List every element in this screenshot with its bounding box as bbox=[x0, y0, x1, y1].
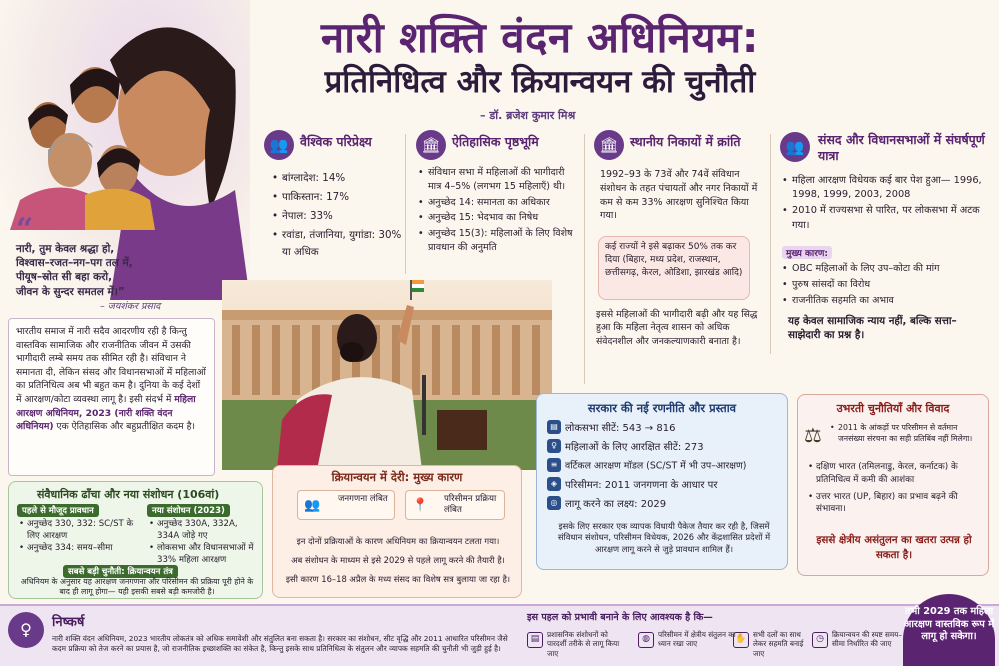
intro-text: भारतीय समाज में नारी सदैव आदरणीय रही है किन्तु वास्तविक सामाजिक और राजनीतिक जीवन में उसकी भागीदारी लम्बे समय तक सीमित रही है। संविधान ने समानता दी, लेकिन संसद और विधानसभाओं में महिलाओं का प्रतिनिधित्व अब भी बहुत कम है। दुनिया के कई देशों में आरक्षण/कोटा व्यवस्था लागू है। इसी संदर्भ में bbox=[16, 326, 206, 406]
govt-row-text: लोकसभा सीटें: 543 → 816 bbox=[565, 423, 676, 434]
local-bodies-section bbox=[592, 128, 764, 388]
reason-item: • पुरुष सांसदों का विरोध bbox=[782, 278, 987, 292]
divider bbox=[405, 134, 406, 274]
local-highlight-box: कई राज्यों ने इसे बढ़ाकर 50% तक कर दिया (बिहार, मध्य प्रदेश, राजस्थान, छत्तीसगढ़, केरल, ओडिशा, झारखंड आदि) bbox=[598, 236, 750, 300]
history-item: • संविधान सभा में महिलाओं की भागीदारी मात्र 4–5% (लगभग 15 महिलाएँ) थी। bbox=[418, 166, 578, 194]
need-text: सभी दलों का साथ लेकर सहमति बनाई जाए bbox=[753, 630, 804, 658]
reason-item: • राजनीतिक सहमति का अभाव bbox=[782, 294, 987, 308]
seats-icon: ▤ bbox=[547, 420, 561, 434]
global-title: वैश्विक परिप्रेक्ष्य bbox=[300, 134, 372, 149]
clock-icon: ◷ bbox=[812, 632, 828, 648]
scales-icon: ⚖ bbox=[804, 423, 822, 447]
quote-line: नारी, तुम केवल श्रद्धा हो, bbox=[16, 243, 115, 255]
people-group-icon: 👥 bbox=[780, 132, 810, 162]
parliament-item: • महिला आरक्षण विधेयक कई बार पेश हुआ— 1996, 1998, 1999, 2003, 2008 bbox=[782, 174, 987, 202]
existing-label: पहले से मौजूद प्रावधान bbox=[17, 504, 99, 517]
globe-icon: ◍ bbox=[638, 632, 654, 648]
need-text: परिसीमन में क्षेत्रीय संतुलन का ध्यान रखा जाए bbox=[658, 630, 736, 649]
delay-text: इन दोनों प्रक्रियाओं के कारण अधिनियम का क्रियान्वयन टलता गया। bbox=[296, 536, 500, 546]
people-icon: 👥 bbox=[304, 498, 321, 513]
divider bbox=[770, 134, 771, 354]
parliament-conclusion: यह केवल सामाजिक न्याय नहीं, बल्कि सत्ता–साझेदारी का प्रश्न है। bbox=[788, 315, 957, 342]
document-icon: ▤ bbox=[527, 632, 543, 648]
global-item: • नेपाल: 33% bbox=[272, 208, 412, 225]
new-item: • लोकसभा और विधानसभाओं में 33% महिला आरक्षण bbox=[149, 542, 261, 566]
local-after-text: इससे महिलाओं की भागीदारी बढ़ी और यह सिद्ध हुआ कि महिला नेतृत्व शासन को अधिक संवेदनशील और जनकल्याणकारी बनाता है। bbox=[596, 309, 758, 347]
history-title: ऐतिहासिक पृष्ठभूमि bbox=[452, 134, 539, 149]
challenges-title: उभरती चुनौतियाँ और विवाद bbox=[836, 402, 950, 415]
divider bbox=[584, 134, 585, 384]
quote-line: विश्वास–रजत–नग–पग तल में, bbox=[16, 257, 133, 270]
existing-item: • अनुच्छेद 330, 332: SC/ST के लिए आरक्षण bbox=[19, 518, 139, 542]
quote-block bbox=[16, 212, 246, 299]
conclusion-bar bbox=[0, 604, 999, 666]
intro-tail: एक ऐतिहासिक और बहुप्रतीक्षित कदम है। bbox=[56, 421, 195, 433]
govt-row bbox=[547, 477, 717, 491]
people-icon: 👥 bbox=[264, 130, 294, 160]
history-section bbox=[414, 128, 579, 288]
delimitation-label: परिसीमन प्रक्रिया लंबित bbox=[444, 494, 497, 516]
conclusion-title: निष्कर्ष bbox=[52, 615, 85, 630]
target-icon: ◎ bbox=[547, 496, 561, 510]
delay-text: इसी कारण 16–18 अप्रैल के मध्य संसद का विशेष सत्र बुलाया जा रहा है। bbox=[285, 574, 511, 584]
quote-line: पीयूष–स्रोत सी बहा करो, bbox=[16, 271, 113, 284]
challenges-warning: इससे क्षेत्रीय असंतुलन का खतरा उत्पन्न हो सकता है। bbox=[816, 534, 972, 561]
building-icon: 🏛 bbox=[416, 130, 446, 160]
challenge-item: • 2011 के आंकड़ों पर परिसीमन से वर्तमान जनसंख्या संरचना का सही प्रतिबिंब नहीं मिलेगा। bbox=[830, 423, 985, 445]
delay-section bbox=[272, 465, 522, 598]
need-text: प्रशासनिक संशोधनों को पारदर्शी तरीके से लागू किया जाए bbox=[547, 630, 620, 658]
history-item: • अनुच्छेद 14: समानता का अधिकार bbox=[418, 196, 578, 210]
conclusion-text: नारी शक्ति वंदन अधिनियम, 2023 भारतीय लोकतंत्र को अधिक समावेशी और संतुलित बना सकता है। सरकार का संशोधन, सीट वृद्धि और 2011 आधारित परिसीमन जैसे कदम प्रक्रिया को तेज करने का प्रयास है, जो राजनीतिक इच्छाशक्ति का संकेत है, किन्तु इसके साथ प्रतिनिधित्व के संतुलन और व्यापक सहमति की चुनौती भी जुड़ी हुई है। bbox=[52, 634, 508, 654]
govt-row bbox=[547, 420, 675, 434]
final-badge: तभी 2029 तक महिला आरक्षण वास्तविक रूप में लागू हो सकेगा। bbox=[903, 594, 995, 666]
page-title: नारी शक्ति वंदन अधिनियम: bbox=[320, 13, 760, 62]
challenge-text: अधिनियम के अनुसार यह आरक्षण जनगणना और परिसीमन की प्रक्रिया पूरी होने के बाद ही लागू होगा— यही इसकी सबसे बड़ी कमजोरी है। bbox=[20, 577, 254, 597]
need-text: क्रियान्वयन की स्पष्ट समय–सीमा निर्धारित की जाए bbox=[832, 630, 902, 649]
global-item: • रवांडा, तंजानिया, युगांडा: 30% या अधिक bbox=[272, 227, 412, 261]
govt-row-text: लागू करने का लक्ष्य: 2029 bbox=[565, 499, 667, 510]
quote-author: – जयशंकर प्रसाद bbox=[100, 301, 161, 312]
global-perspective-section bbox=[262, 128, 412, 288]
author-byline: – डॉ. ब्रजेश कुमार मिश्र bbox=[480, 109, 576, 122]
history-item: • अनुच्छेद 15: भेदभाव का निषेध bbox=[418, 211, 578, 225]
intro-text-box bbox=[8, 318, 215, 476]
map-pin-icon: 📍 bbox=[412, 498, 429, 513]
challenge-item: • दक्षिण भारत (तमिलनाडु, केरल, कर्नाटक) के प्रतिनिधित्व में कमी की आशंका bbox=[808, 461, 984, 487]
census-label: जनगणना लंबित bbox=[338, 494, 388, 504]
govt-row-text: परिसीमन: 2011 जनगणना के आधार पर bbox=[565, 480, 718, 491]
delay-title: क्रियान्वयन में देरी: मुख्य कारण bbox=[331, 470, 463, 484]
existing-item: • अनुच्छेद 334: समय–सीमा bbox=[19, 542, 139, 554]
woman-icon: ♀ bbox=[8, 612, 44, 648]
challenge-label: सबसे बड़ी चुनौती: क्रियान्वयन तंत्र bbox=[63, 565, 178, 578]
local-title: स्थानीय निकायों में क्रांति bbox=[630, 134, 741, 149]
reason-item: • OBC महिलाओं के लिए उप–कोटा की मांग bbox=[782, 262, 987, 276]
parliament-journey-section bbox=[778, 128, 993, 368]
govt-note: इसके लिए सरकार एक व्यापक विधायी पैकेज तैयार कर रही है, जिसमें संविधान संशोधन, परिसीमन विधेयक, 2026 और केंद्रशासित प्रदेशों में आरक्षण लागू करने से जुड़े प्रावधान शामिल हैं। bbox=[557, 521, 771, 554]
govt-row-text: वर्टिकल आरक्षण मॉडल (SC/ST में भी उप–आरक्षण) bbox=[565, 460, 747, 472]
quote-line: जीवन के सुन्दर समतल में।” bbox=[16, 285, 125, 298]
reasons-label: मुख्य कारण: bbox=[782, 246, 832, 259]
history-item: • अनुच्छेद 15(3): महिलाओं के लिए विशेष प्रावधान की अनुमति bbox=[418, 227, 578, 255]
challenges-section bbox=[797, 394, 989, 576]
map-icon: ◈ bbox=[547, 477, 561, 491]
parliament-illustration bbox=[222, 280, 552, 470]
needs-title: इस पहल को प्रभावी बनाने के लिए आवश्यक है कि— bbox=[527, 612, 713, 623]
global-item: • पाकिस्तान: 17% bbox=[272, 189, 412, 206]
challenge-item: • उत्तर भारत (UP, बिहार) का प्रभाव बढ़ने की संभावना। bbox=[808, 491, 984, 517]
women-icon: ♀ bbox=[547, 439, 561, 453]
govt-strategy-section bbox=[536, 393, 788, 570]
intro-bold: महिला आरक्षण अधिनियम, 2023 (नारी शक्ति वंदन अधिनियम) bbox=[16, 394, 196, 433]
handshake-icon: ✋ bbox=[733, 632, 749, 648]
new-label: नया संशोधन (2023) bbox=[147, 504, 230, 517]
parliament-title: संसद और विधानसभाओं में संघर्षपूर्ण यात्रा bbox=[818, 132, 985, 163]
local-text: 1992–93 के 73वें और 74वें संविधान संशोधन के तहत पंचायतों और नगर निकायों में कम से कम 33% आरक्षण सुनिश्चित किया गया। bbox=[600, 169, 758, 222]
global-item: • बांग्लादेश: 14% bbox=[272, 170, 412, 187]
govt-row bbox=[547, 439, 704, 453]
institution-icon: 🏛 bbox=[594, 130, 624, 160]
govt-row bbox=[547, 496, 666, 510]
delimitation-chip bbox=[405, 490, 505, 520]
constitution-section bbox=[8, 481, 263, 599]
census-chip bbox=[297, 490, 395, 520]
parliament-item: • 2010 में राज्यसभा से पारित, पर लोकसभा में अटक गया। bbox=[782, 204, 987, 232]
govt-title: सरकार की नई रणनीति और प्रस्ताव bbox=[587, 401, 737, 415]
layers-icon: ≡ bbox=[547, 458, 561, 472]
delay-text: अब संशोधन के माध्यम से इसे 2029 से पहले लागू करने की तैयारी है। bbox=[291, 555, 505, 565]
govt-row-text: महिलाओं के लिए आरक्षित सीटें: 273 bbox=[565, 442, 704, 453]
govt-row bbox=[547, 458, 746, 472]
new-item: • अनुच्छेद 330A, 332A, 334A जोड़े गए bbox=[149, 518, 261, 542]
page-subtitle: प्रतिनिधित्व और क्रियान्वयन की चुनौती bbox=[324, 64, 756, 100]
quote-mark-icon: “ bbox=[16, 212, 34, 247]
constitution-title: संवैधानिक ढाँचा और नया संशोधन (106वां) bbox=[37, 488, 220, 501]
